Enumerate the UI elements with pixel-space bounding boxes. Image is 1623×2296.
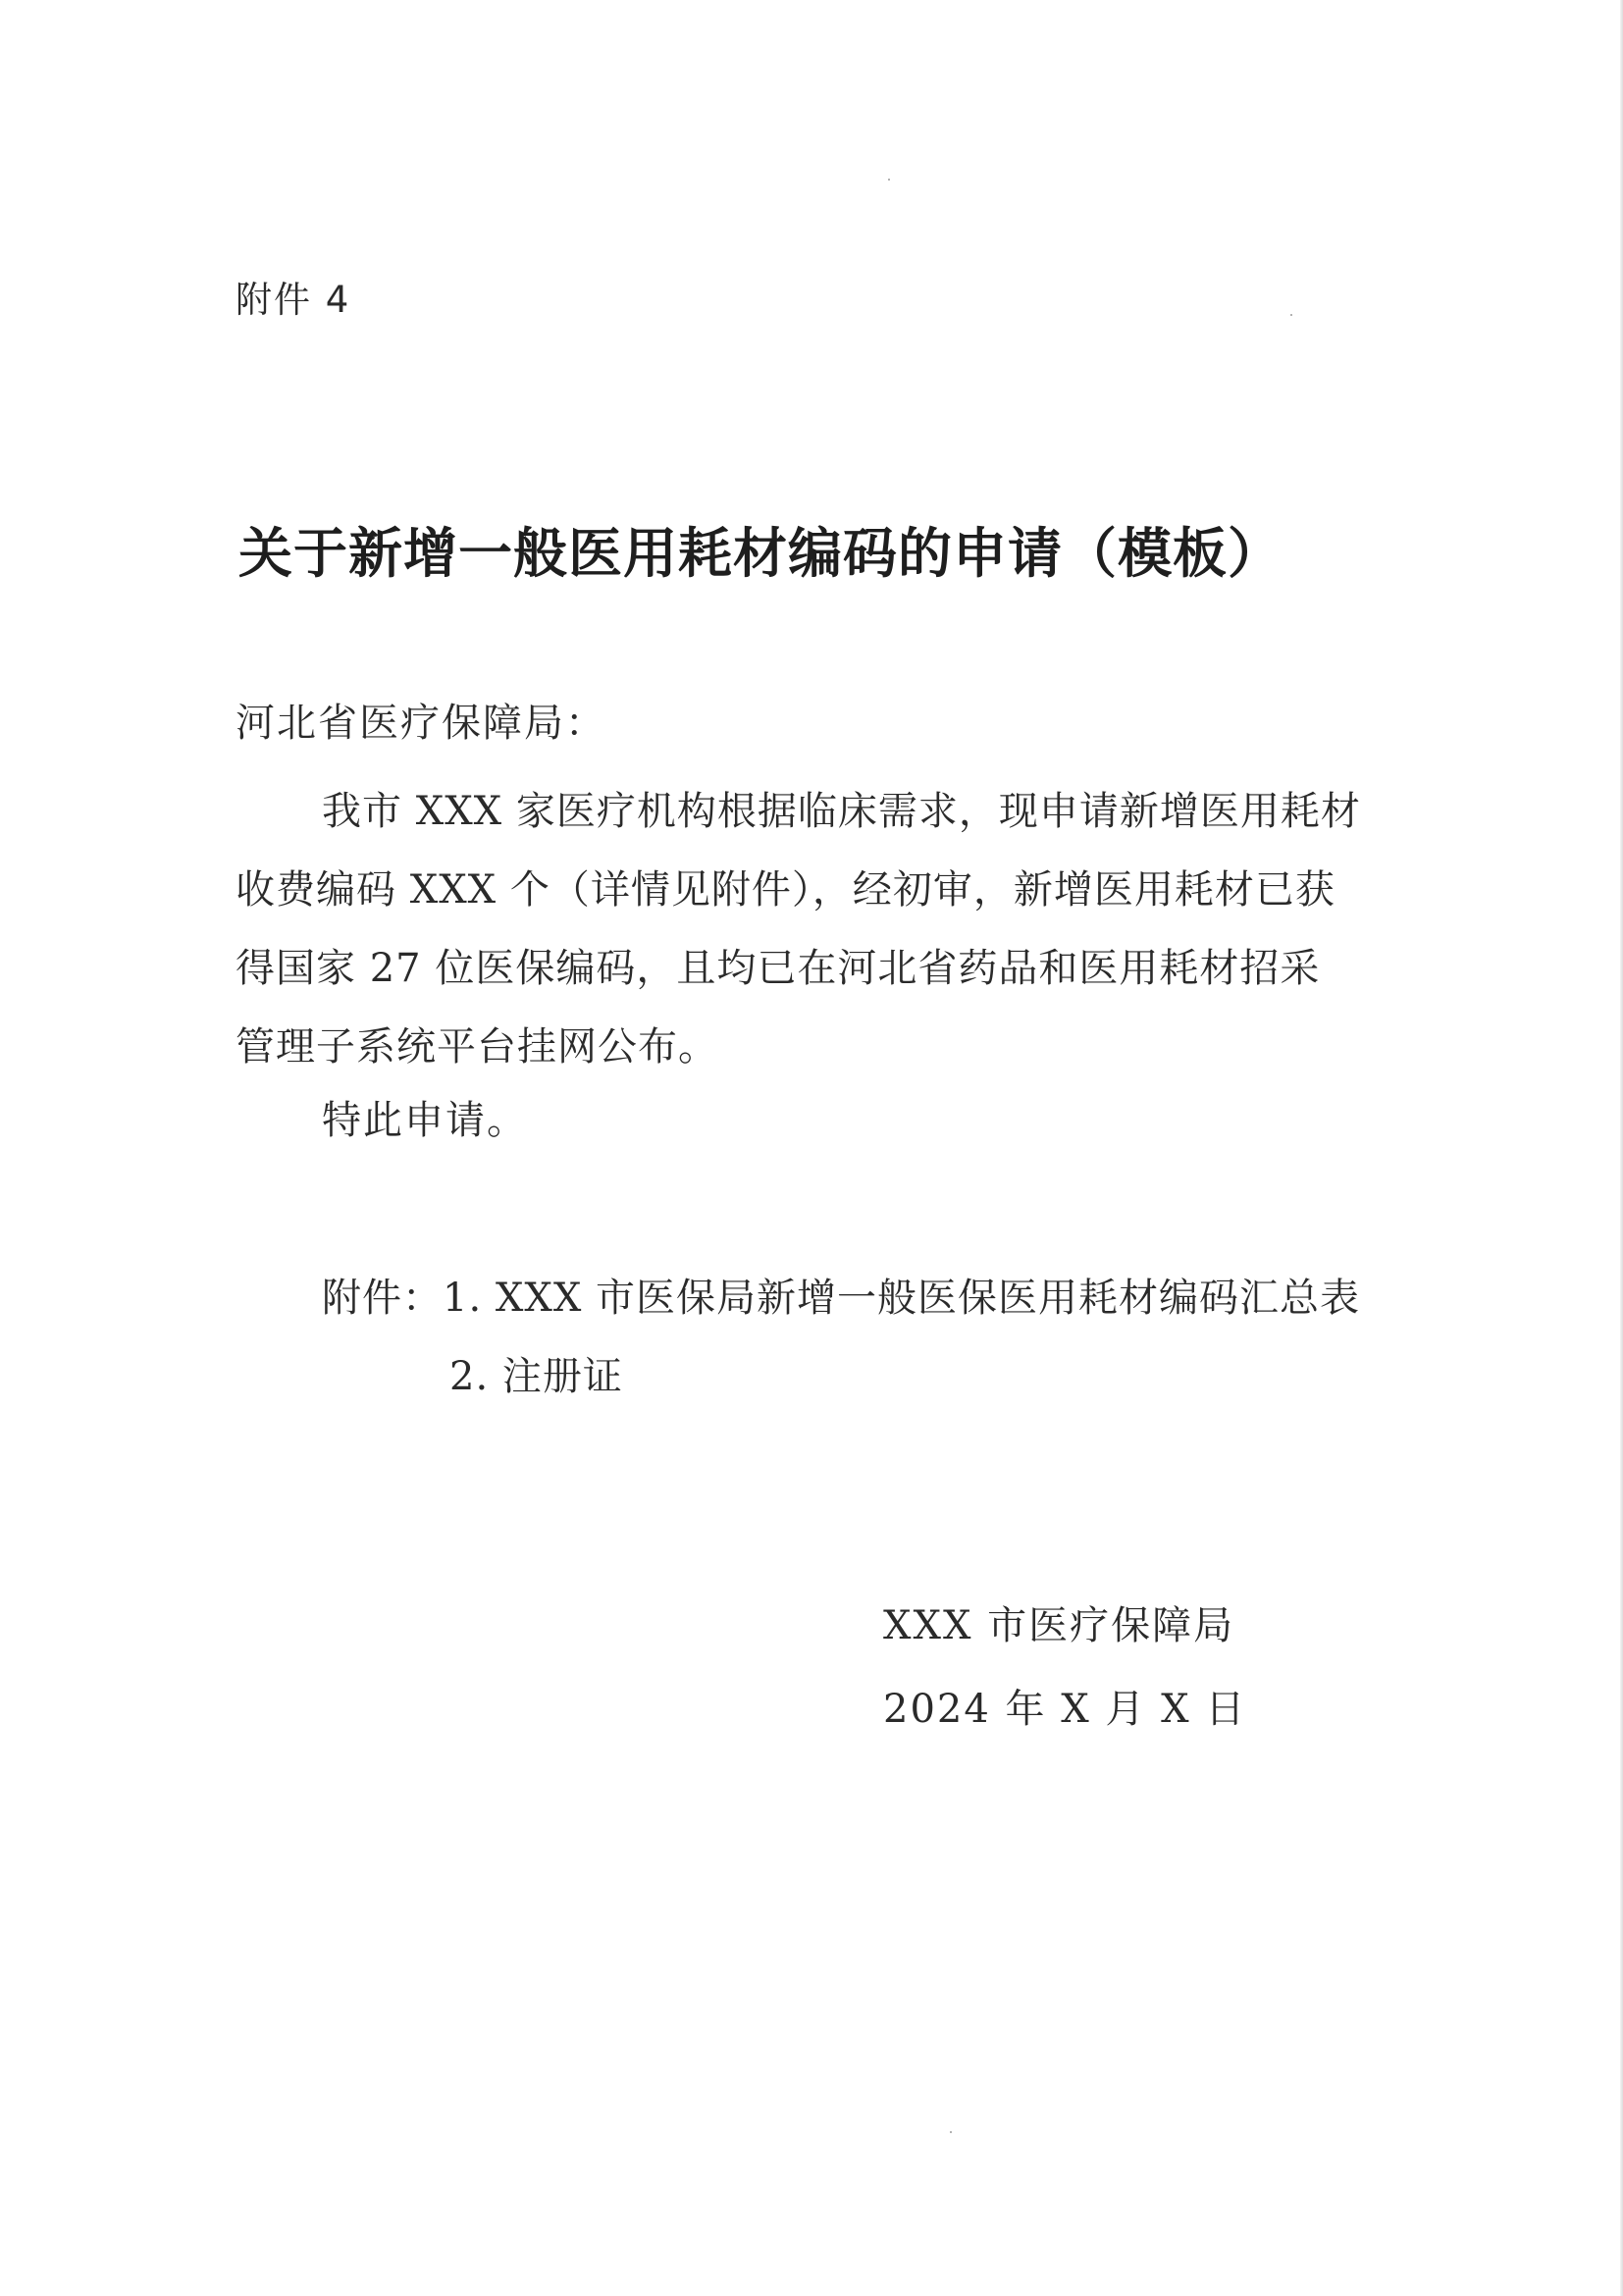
closing-line: 特此申请。 xyxy=(322,1098,528,1143)
signature-date: 2024 年 X 月 X 日 xyxy=(883,1687,1247,1732)
signature-block xyxy=(883,1585,1246,1751)
scan-speck xyxy=(888,179,890,181)
scan-speck xyxy=(950,2131,952,2133)
attachment-item: 2. 注册证 xyxy=(449,1354,623,1399)
recipient-line: 河北省医疗保障局： xyxy=(236,701,606,746)
attachment-item: 附件：1. XXX 市医保局新增一般医保医用耗材编码汇总表 xyxy=(322,1276,1361,1321)
document-title: 关于新增一般医用耗材编码的申请（模板） xyxy=(238,521,1283,585)
scan-speck xyxy=(1290,314,1292,316)
body-line: 收费编码 XXX 个（详情见附件），经初审，新增医用耗材已获 xyxy=(236,867,1335,913)
body-paragraph xyxy=(236,772,1393,1086)
body-line: 我市 XXX 家医疗机构根据临床需求，现申请新增医用耗材 xyxy=(322,789,1361,834)
body-line: 得国家 27 位医保编码，且均已在河北省药品和医用耗材招采 xyxy=(236,946,1321,991)
attachment-label: 附件 4 xyxy=(236,279,351,321)
signature-org: XXX 市医疗保障局 xyxy=(883,1603,1235,1648)
attachment-list xyxy=(322,1259,1360,1416)
body-line: 管理子系统平台挂网公布。 xyxy=(236,1024,718,1070)
